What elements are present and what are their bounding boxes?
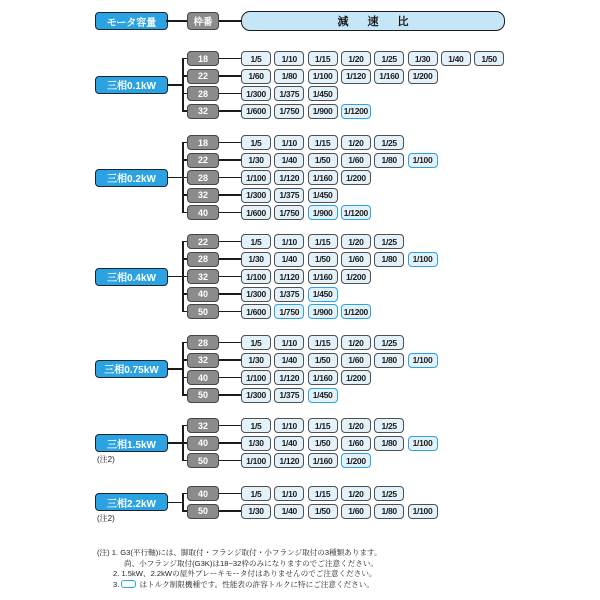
- motor-capacity-label: 三相1.5kW: [95, 434, 168, 452]
- ratio-box: 1/10: [274, 418, 304, 433]
- connector-line: [219, 394, 242, 396]
- ratio-box: 1/375: [274, 188, 304, 203]
- ratio-box: 1/30: [241, 353, 271, 368]
- ratio-box: 1/200: [341, 170, 371, 185]
- footnote-lead: (注) 1.: [97, 548, 121, 557]
- ratio-box: 1/120: [274, 453, 304, 468]
- connector-line: [219, 258, 242, 260]
- ratio-box: 1/100: [241, 170, 271, 185]
- connector-line: [219, 342, 242, 344]
- ratio-box: 1/10: [274, 135, 304, 150]
- ratio-box: 1/160: [308, 269, 338, 284]
- ratio-box: 1/5: [241, 135, 271, 150]
- ratio-box: 1/50: [308, 504, 338, 519]
- ratio-box: 1/300: [241, 188, 271, 203]
- connector-line: [219, 293, 242, 295]
- ratio-box: 1/50: [308, 353, 338, 368]
- ratio-box: 1/450: [308, 188, 338, 203]
- frame-number-box: 32: [187, 353, 219, 368]
- ratio-box: 1/160: [374, 69, 404, 84]
- connector-line: [219, 177, 242, 179]
- frame-number-box: 50: [187, 388, 219, 403]
- connector-line: [219, 493, 242, 495]
- ratio-box: 1/40: [274, 153, 304, 168]
- ratio-box: 1/40: [274, 252, 304, 267]
- ratio-box: 1/25: [374, 51, 404, 66]
- frame-number-box: 50: [187, 504, 219, 519]
- footnote-lead: 3.: [113, 579, 122, 589]
- ratio-box: 1/120: [274, 170, 304, 185]
- ratio-box: 1/300: [241, 388, 271, 403]
- ratio-box: 1/80: [374, 504, 404, 519]
- ratio-box: 1/25: [374, 335, 404, 350]
- footnote-text: 尚、小フランジ取付(G3K)は18~32枠のみになりますのでご注意ください。: [124, 558, 379, 568]
- motor-capacity-label: 三相0.75kW: [95, 360, 168, 378]
- ratio-box: 1/40: [441, 51, 471, 66]
- ratio-box: 1/750: [274, 205, 304, 220]
- frame-number-box: 22: [187, 69, 219, 84]
- ratio-box: 1/80: [374, 252, 404, 267]
- connector-line: [219, 212, 242, 214]
- ratio-box: 1/25: [374, 135, 404, 150]
- connector-line: [219, 442, 242, 444]
- ratio-box: 1/15: [308, 135, 338, 150]
- frame-number-header: 枠番: [187, 12, 219, 30]
- motor-capacity-label: 三相0.1kW: [95, 76, 168, 94]
- ratio-box: 1/30: [241, 436, 271, 451]
- ratio-box: 1/25: [374, 486, 404, 501]
- ratio-box: 1/40: [274, 353, 304, 368]
- ratio-box-highlighted: 1/1200: [341, 104, 371, 119]
- ratio-box: 1/5: [241, 51, 271, 66]
- connector-line: [219, 311, 242, 313]
- footnote-ref-label: (注2): [97, 514, 115, 524]
- connector-line: [219, 425, 242, 427]
- motor-capacity-label: 三相0.2kW: [95, 169, 168, 187]
- connector-line: [219, 58, 242, 60]
- torque-limit-box-icon: [121, 580, 136, 588]
- frame-number-box: 40: [187, 370, 219, 385]
- ratio-box: 1/10: [274, 234, 304, 249]
- frame-number-box: 32: [187, 188, 219, 203]
- frame-number-box: 22: [187, 234, 219, 249]
- ratio-box: 1/50: [308, 252, 338, 267]
- ratio-box-highlighted: 1/200: [341, 453, 371, 468]
- ratio-box: 1/25: [374, 418, 404, 433]
- ratio-box-highlighted: 1/750: [274, 304, 304, 319]
- ratio-box: 1/80: [374, 153, 404, 168]
- connector-line: [166, 177, 184, 179]
- ratio-box: 1/900: [308, 104, 338, 119]
- ratio-box: 1/5: [241, 234, 271, 249]
- connector-line: [166, 502, 184, 504]
- ratio-box: 1/120: [341, 69, 371, 84]
- ratio-box: 1/10: [274, 51, 304, 66]
- connector-line: [219, 377, 242, 379]
- connector-line: [219, 359, 242, 361]
- footnote-text: G3(平行軸)には、脚取付・フランジ取付・小フランジ取付の3種類あります。: [120, 548, 382, 557]
- connector-line: [219, 194, 242, 196]
- frame-number-box: 28: [187, 252, 219, 267]
- ratio-box: 1/80: [274, 69, 304, 84]
- ratio-box: 1/100: [308, 69, 338, 84]
- motor-capacity-label: 三相0.4kW: [95, 268, 168, 286]
- connector-line: [166, 442, 184, 444]
- frame-number-box: 40: [187, 287, 219, 302]
- footnote-ref-label: (注2): [97, 455, 115, 464]
- ratio-box: 1/120: [274, 370, 304, 385]
- connector-line: [219, 276, 242, 278]
- frame-number-box: 40: [187, 436, 219, 451]
- ratio-box: 1/60: [241, 69, 271, 84]
- connector-line: [219, 159, 242, 161]
- connector-line: [219, 241, 242, 243]
- ratio-box: 1/375: [274, 388, 304, 403]
- ratio-box: 1/600: [241, 304, 271, 319]
- ratio-box: 1/50: [308, 436, 338, 451]
- ratio-box: 1/60: [341, 252, 371, 267]
- ratio-box: 1/60: [341, 153, 371, 168]
- ratio-box: 1/60: [341, 436, 371, 451]
- ratio-box: 1/200: [341, 370, 371, 385]
- ratio-box: 1/160: [308, 453, 338, 468]
- ratio-box-highlighted: 1/100: [408, 153, 438, 168]
- ratio-box: 1/5: [241, 486, 271, 501]
- frame-number-box: 22: [187, 153, 219, 168]
- connector-line: [166, 84, 184, 86]
- frame-number-box: 18: [187, 51, 219, 66]
- frame-number-box: 18: [187, 135, 219, 150]
- frame-number-box: 50: [187, 304, 219, 319]
- ratio-box: 1/15: [308, 486, 338, 501]
- motor-capacity-label: 三相2.2kW: [95, 493, 168, 511]
- ratio-box: 1/160: [308, 370, 338, 385]
- ratio-box: 1/30: [241, 504, 271, 519]
- ratio-box: 1/80: [374, 436, 404, 451]
- ratio-box: 1/20: [341, 51, 371, 66]
- footnote-lead: 2.: [113, 569, 122, 578]
- ratio-box: 1/50: [308, 153, 338, 168]
- ratio-box: 1/30: [241, 153, 271, 168]
- ratio-box: 1/25: [374, 234, 404, 249]
- connector-line: [219, 460, 242, 462]
- ratio-box: 1/120: [274, 269, 304, 284]
- frame-number-box: 32: [187, 418, 219, 433]
- ratio-box: 1/200: [341, 269, 371, 284]
- motor-capacity-header: モータ容量: [95, 12, 168, 30]
- ratio-box-highlighted: 1/100: [408, 353, 438, 368]
- ratio-box: 1/50: [474, 51, 504, 66]
- connector-line: [219, 93, 242, 95]
- frame-number-box: 40: [187, 486, 219, 501]
- frame-number-box: 32: [187, 269, 219, 284]
- ratio-box-highlighted: 1/100: [408, 436, 438, 451]
- ratio-box: 1/100: [241, 370, 271, 385]
- ratio-box: 1/10: [274, 486, 304, 501]
- ratio-box: 1/80: [374, 353, 404, 368]
- frame-number-box: 28: [187, 170, 219, 185]
- ratio-box-highlighted: 1/450: [308, 287, 338, 302]
- ratio-box: 1/30: [408, 51, 438, 66]
- ratio-box: 1/20: [341, 418, 371, 433]
- ratio-box-highlighted: 1/900: [308, 205, 338, 220]
- ratio-box: 1/5: [241, 418, 271, 433]
- frame-number-box: 28: [187, 86, 219, 101]
- ratio-box: 1/100: [241, 453, 271, 468]
- frame-number-box: 32: [187, 104, 219, 119]
- ratio-box: 1/5: [241, 335, 271, 350]
- ratio-box: 1/160: [308, 170, 338, 185]
- ratio-box: 1/20: [341, 486, 371, 501]
- connector-line: [219, 75, 242, 77]
- ratio-box: 1/30: [241, 252, 271, 267]
- ratio-box: 1/200: [408, 69, 438, 84]
- ratio-box: 1/600: [241, 104, 271, 119]
- ratio-box: 1/375: [274, 86, 304, 101]
- ratio-box: 1/20: [341, 135, 371, 150]
- footnote-line: [113, 568, 377, 579]
- ratio-box: 1/300: [241, 287, 271, 302]
- footnote-text: 1.5kW、2.2kWの屋外ブレーキモータ付はありませんのでご注意ください。: [121, 569, 377, 578]
- ratio-box: 1/750: [274, 104, 304, 119]
- connector-line: [166, 368, 184, 370]
- connector-line: [219, 142, 242, 144]
- ratio-box: 1/100: [408, 504, 438, 519]
- ratio-box: 1/60: [341, 353, 371, 368]
- ratio-box: 1/15: [308, 418, 338, 433]
- ratio-box: 1/300: [241, 86, 271, 101]
- ratio-box: 1/40: [274, 504, 304, 519]
- ratio-box-highlighted: 1/100: [408, 252, 438, 267]
- ratio-box: 1/20: [341, 234, 371, 249]
- footnote-text: はトルク制限機種です。性能表の許容トルクに特にご注意ください。: [139, 579, 374, 589]
- ratio-box: 1/40: [274, 436, 304, 451]
- ratio-box-highlighted: 1/450: [308, 388, 338, 403]
- ratio-box: 1/10: [274, 335, 304, 350]
- ratio-box: 1/600: [241, 205, 271, 220]
- frame-number-box: 50: [187, 453, 219, 468]
- connector-line: [166, 276, 184, 278]
- ratio-box: 1/15: [308, 234, 338, 249]
- connector-line: [219, 510, 242, 512]
- ratio-box-highlighted: 1/900: [308, 304, 338, 319]
- ratio-box: 1/450: [308, 86, 338, 101]
- ratio-box: 1/60: [341, 504, 371, 519]
- connector-line: [219, 110, 242, 112]
- ratio-box: 1/20: [341, 335, 371, 350]
- footnote-line: [97, 547, 382, 558]
- ratio-box: 1/375: [274, 287, 304, 302]
- frame-number-box: 40: [187, 205, 219, 220]
- ratio-box: 1/15: [308, 335, 338, 350]
- footnote-line: [113, 579, 374, 590]
- ratio-box-highlighted: 1/1200: [341, 205, 371, 220]
- ratio-box-highlighted: 1/1200: [341, 304, 371, 319]
- reduction-ratio-header: 減 速 比: [241, 11, 505, 31]
- ratio-box: 1/100: [241, 269, 271, 284]
- frame-number-box: 28: [187, 335, 219, 350]
- ratio-box: 1/15: [308, 51, 338, 66]
- footnote-line: [124, 558, 378, 569]
